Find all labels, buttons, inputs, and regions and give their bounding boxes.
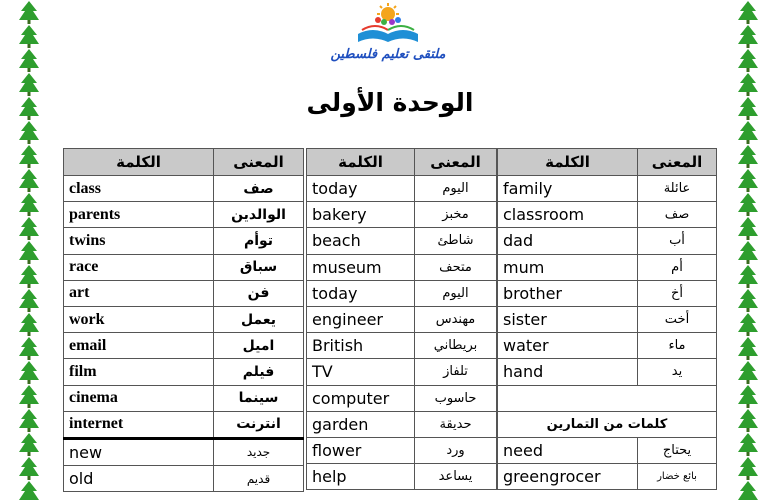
arabic-meaning: ورد (415, 437, 497, 463)
table-row (307, 411, 497, 437)
arabic-meaning: فن (214, 280, 304, 306)
header-meaning: المعنى (415, 149, 497, 176)
site-logo (318, 2, 458, 72)
english-word: engineer (307, 306, 415, 332)
english-word: work (64, 306, 214, 332)
table-row (498, 176, 717, 202)
table-row (498, 280, 717, 306)
arabic-meaning: جديد (214, 438, 304, 465)
tree-border-right (737, 0, 759, 500)
table-row (64, 228, 304, 254)
table-row (64, 466, 304, 492)
table-header-row (307, 149, 497, 176)
table-row (307, 464, 497, 490)
english-word: mum (498, 254, 638, 280)
arabic-meaning: حديقة (415, 411, 497, 437)
english-word: race (64, 254, 214, 280)
empty-cell (498, 385, 717, 411)
logo-emblem-icon (318, 2, 458, 48)
arabic-meaning: يحتاج (638, 437, 717, 463)
english-word: old (64, 466, 214, 492)
english-word: today (307, 280, 415, 306)
arabic-meaning: سينما (214, 385, 304, 411)
arabic-meaning: ماء (638, 333, 717, 359)
table-row (307, 202, 497, 228)
english-word: today (307, 176, 415, 202)
header-meaning: المعنى (638, 149, 717, 176)
table-row (498, 359, 717, 385)
table-row (498, 333, 717, 359)
english-word: computer (307, 385, 415, 411)
arabic-meaning: شاطئ (415, 228, 497, 254)
arabic-meaning: يد (638, 359, 717, 385)
arabic-meaning: سباق (214, 254, 304, 280)
logo-caption: ملتقى تعليم فلسطين (330, 47, 446, 62)
table-row (498, 202, 717, 228)
arabic-meaning: صف (214, 176, 304, 202)
arabic-meaning: مخبز (415, 202, 497, 228)
english-word: twins (64, 228, 214, 254)
arabic-meaning: عائلة (638, 176, 717, 202)
arabic-meaning: فيلم (214, 359, 304, 385)
table-row (307, 385, 497, 411)
arabic-meaning: اليوم (415, 176, 497, 202)
table-row (498, 464, 717, 490)
english-word: greengrocer (498, 464, 638, 490)
arabic-meaning: صف (638, 202, 717, 228)
arabic-meaning: توأم (214, 228, 304, 254)
english-word: help (307, 464, 415, 490)
table-row (64, 411, 304, 438)
english-word: dad (498, 228, 638, 254)
english-word: museum (307, 254, 415, 280)
english-word: TV (307, 359, 415, 385)
arabic-meaning: قديم (214, 466, 304, 492)
page-title: الوحدة الأولى (306, 88, 474, 117)
arabic-meaning: بائع خضار (638, 464, 717, 490)
table-row (64, 176, 304, 202)
english-word: classroom (498, 202, 638, 228)
table-row (307, 306, 497, 332)
arabic-meaning: متحف (415, 254, 497, 280)
english-word: need (498, 437, 638, 463)
table-row (64, 438, 304, 465)
header-meaning: المعنى (214, 149, 304, 176)
english-word: garden (307, 411, 415, 437)
table-row (307, 437, 497, 463)
english-word: hand (498, 359, 638, 385)
table-row (64, 254, 304, 280)
table-row (498, 437, 717, 463)
header-word: الكلمة (307, 149, 415, 176)
english-word: cinema (64, 385, 214, 411)
arabic-meaning: أخت (638, 306, 717, 332)
empty-row (498, 385, 717, 411)
table-row (64, 202, 304, 228)
english-word: flower (307, 437, 415, 463)
table-row (64, 359, 304, 385)
table-row (64, 306, 304, 332)
table-row (498, 228, 717, 254)
table-header-row (498, 149, 717, 176)
arabic-meaning: الوالدين (214, 202, 304, 228)
vocab-table-2 (306, 148, 497, 490)
arabic-meaning: أم (638, 254, 717, 280)
table-row (64, 280, 304, 306)
english-word: art (64, 280, 214, 306)
tree-border-left (18, 0, 40, 500)
arabic-meaning: تلفاز (415, 359, 497, 385)
table-row (64, 385, 304, 411)
arabic-meaning: أب (638, 228, 717, 254)
arabic-meaning: يساعد (415, 464, 497, 490)
table-row (307, 359, 497, 385)
table-row (307, 176, 497, 202)
arabic-meaning: أخ (638, 280, 717, 306)
table-row (64, 333, 304, 359)
english-word: film (64, 359, 214, 385)
exercises-heading-row (498, 411, 717, 437)
table-row (307, 280, 497, 306)
english-word: email (64, 333, 214, 359)
table-row (498, 306, 717, 332)
header-word: الكلمة (498, 149, 638, 176)
english-word: class (64, 176, 214, 202)
table-row (307, 254, 497, 280)
table-row (307, 228, 497, 254)
english-word: new (64, 438, 214, 465)
english-word: sister (498, 306, 638, 332)
vocab-table-3 (497, 148, 717, 490)
english-word: brother (498, 280, 638, 306)
english-word: family (498, 176, 638, 202)
exercises-heading: كلمات من التمارين (498, 411, 717, 437)
english-word: beach (307, 228, 415, 254)
arabic-meaning: يعمل (214, 306, 304, 332)
english-word: British (307, 333, 415, 359)
arabic-meaning: بريطاني (415, 333, 497, 359)
english-word: internet (64, 411, 214, 438)
arabic-meaning: حاسوب (415, 385, 497, 411)
table-header-row (64, 149, 304, 176)
table-row (498, 254, 717, 280)
table-row (307, 333, 497, 359)
english-word: parents (64, 202, 214, 228)
english-word: water (498, 333, 638, 359)
vocab-table-1 (63, 148, 304, 492)
tree-border-right-pattern (737, 0, 759, 500)
arabic-meaning: اليوم (415, 280, 497, 306)
arabic-meaning: مهندس (415, 306, 497, 332)
arabic-meaning: انترنت (214, 411, 304, 438)
english-word: bakery (307, 202, 415, 228)
tree-border-left-pattern (18, 0, 40, 500)
header-word: الكلمة (64, 149, 214, 176)
arabic-meaning: اميل (214, 333, 304, 359)
